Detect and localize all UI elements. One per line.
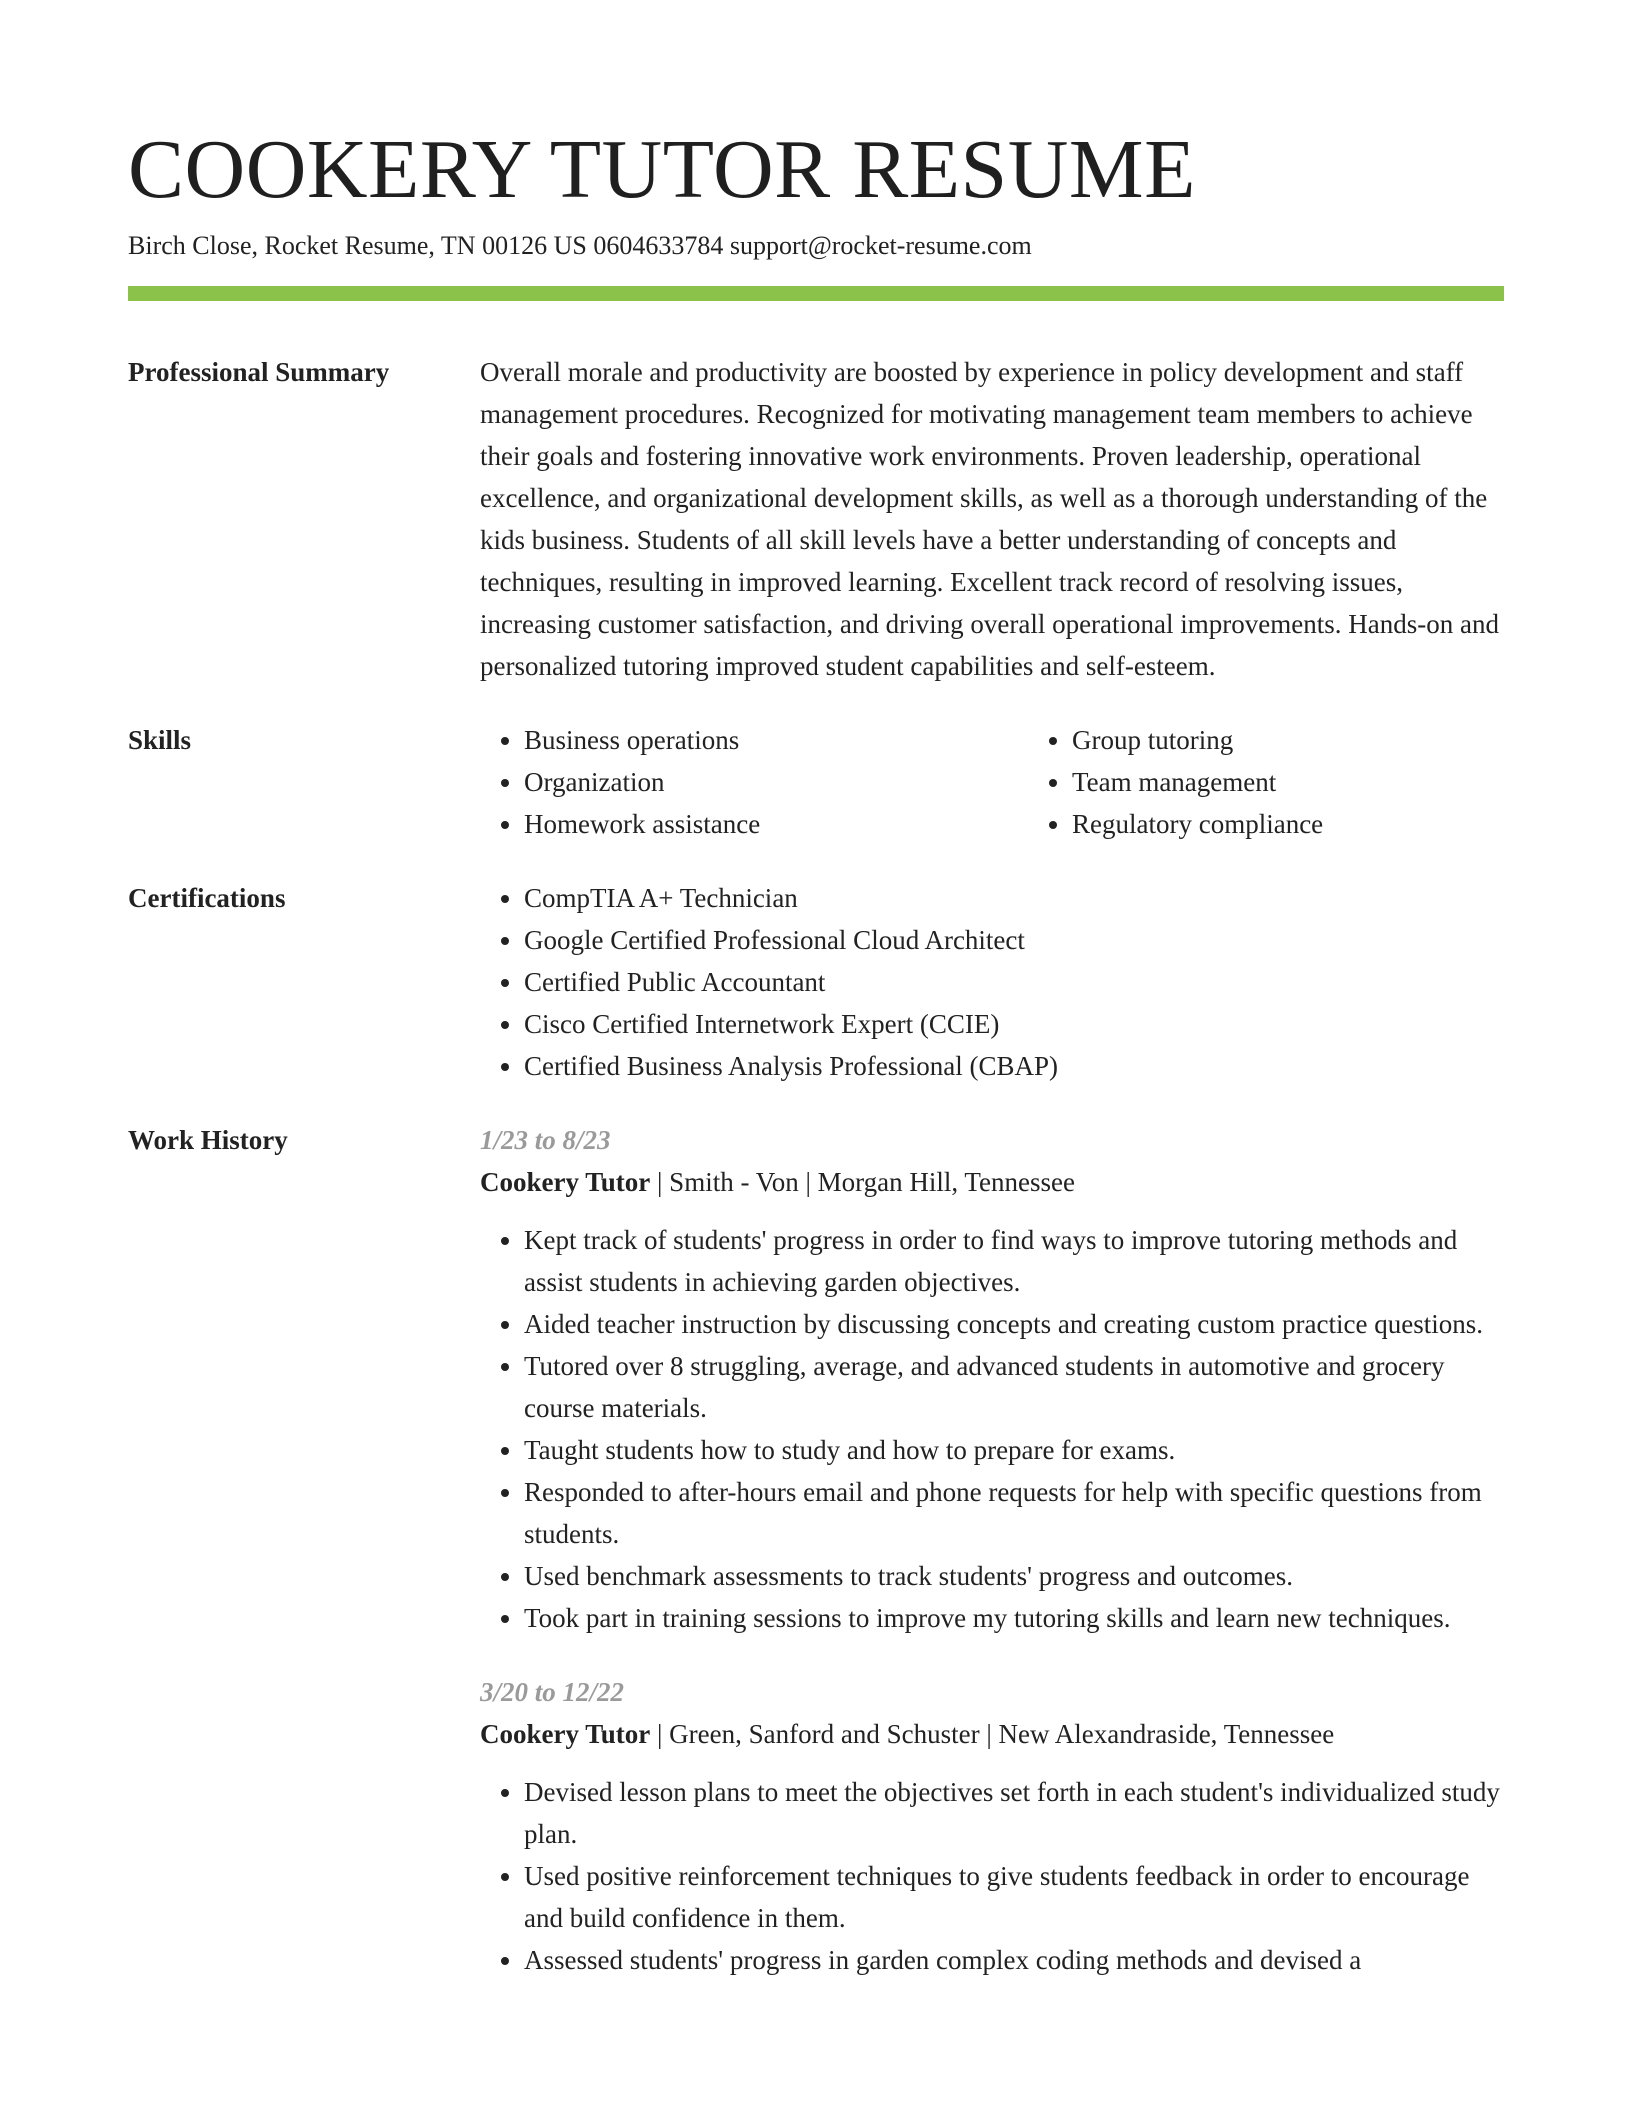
- job-bullet: • Used benchmark assessments to track students' progress and outcomes.: [524, 1555, 1504, 1597]
- job-bullet: • Used positive reinforcement techniques to give students feedback in order to encourage and build confidence in them.: [524, 1855, 1504, 1939]
- accent-divider: [128, 286, 1504, 301]
- certifications-list: [480, 877, 1504, 1087]
- job-entry: [480, 1119, 1504, 1639]
- job-bullet: • Tutored over 8 struggling, average, and advanced students in automotive and grocery course materials.: [524, 1345, 1504, 1429]
- certification-item: • Cisco Certified Internetwork Expert (CCIE): [524, 1003, 1504, 1045]
- job-bullet-list: [480, 1219, 1504, 1639]
- skills-section: [128, 719, 1504, 845]
- summary-body: [480, 351, 1504, 687]
- work-history-section: [128, 1119, 1504, 1981]
- job-dates: 1/23 to 8/23: [480, 1125, 611, 1155]
- skill-item: • Regulatory compliance: [1072, 803, 1576, 845]
- section-label-summary: Professional Summary: [128, 357, 390, 387]
- summary-section: [128, 351, 1504, 687]
- certification-item: • Certified Business Analysis Professional (CBAP): [524, 1045, 1504, 1087]
- certifications-body: [480, 877, 1504, 1087]
- skill-item: • Organization: [524, 761, 1028, 803]
- job-details: | Green, Sanford and Schuster | New Alexandraside, Tennessee: [650, 1719, 1335, 1749]
- job-heading: [480, 1713, 1504, 1755]
- certification-item: • Google Certified Professional Cloud Architect: [524, 919, 1504, 961]
- job-bullet: • Responded to after-hours email and phone requests for help with specific questions from students.: [524, 1471, 1504, 1555]
- job-bullet: • Taught students how to study and how to prepare for exams.: [524, 1429, 1504, 1471]
- job-bullet-list: [480, 1771, 1504, 1981]
- section-label-certifications: Certifications: [128, 883, 286, 913]
- skill-item: • Homework assistance: [524, 803, 1028, 845]
- job-bullet: • Took part in training sessions to improve my tutoring skills and learn new techniques.: [524, 1597, 1504, 1639]
- skill-item: • Team management: [1072, 761, 1576, 803]
- job-bullet: • Aided teacher instruction by discussing concepts and creating custom practice questions.: [524, 1303, 1504, 1345]
- summary-text: Overall morale and productivity are boosted by experience in policy development and staff management procedures. Recognized for motivating management team members to achieve their goals and fostering innovative work environments. Proven leadership, operational excellence, and organizational development skills, as well as a thorough understanding of the kids business. Students of all skill levels have a better understanding of concepts and techniques, resulting in improved learning. Excellent track record of resolving issues, increasing customer satisfaction, and driving overall operational improvements. Hands-on and personalized tutoring improved student capabilities and self-esteem.: [480, 357, 1499, 681]
- resume-title: COOKERY TUTOR RESUME: [128, 123, 1196, 216]
- contact-line: Birch Close, Rocket Resume, TN 00126 US 0604633784 support@rocket-resume.com: [128, 231, 1032, 260]
- skills-grid: [480, 719, 1576, 845]
- skills-list-right: [1028, 719, 1576, 845]
- certification-item: • CompTIA A+ Technician: [524, 877, 1504, 919]
- skills-body: [480, 719, 1576, 845]
- resume-page: [128, 0, 1504, 1981]
- job-entry: [480, 1671, 1504, 1981]
- job-bullet: • Devised lesson plans to meet the objectives set forth in each student's individualized study plan.: [524, 1771, 1504, 1855]
- skill-item: • Business operations: [524, 719, 1028, 761]
- job-title: Cookery Tutor: [480, 1167, 651, 1197]
- skills-list-left: [480, 719, 1028, 845]
- job-bullet: • Assessed students' progress in garden complex coding methods and devised a: [524, 1939, 1504, 1981]
- job-details: | Smith - Von | Morgan Hill, Tennessee: [650, 1167, 1075, 1197]
- job-dates: 3/20 to 12/22: [480, 1677, 625, 1707]
- job-bullet: • Kept track of students' progress in order to find ways to improve tutoring methods and assist students in achieving garden objectives.: [524, 1219, 1504, 1303]
- section-label-work-history: Work History: [128, 1125, 288, 1155]
- job-title: Cookery Tutor: [480, 1719, 651, 1749]
- certifications-section: [128, 877, 1504, 1087]
- certification-item: • Certified Public Accountant: [524, 961, 1504, 1003]
- skill-item: • Group tutoring: [1072, 719, 1576, 761]
- work-history-body: [480, 1119, 1504, 1981]
- section-label-skills: Skills: [128, 725, 192, 755]
- job-heading: [480, 1161, 1504, 1203]
